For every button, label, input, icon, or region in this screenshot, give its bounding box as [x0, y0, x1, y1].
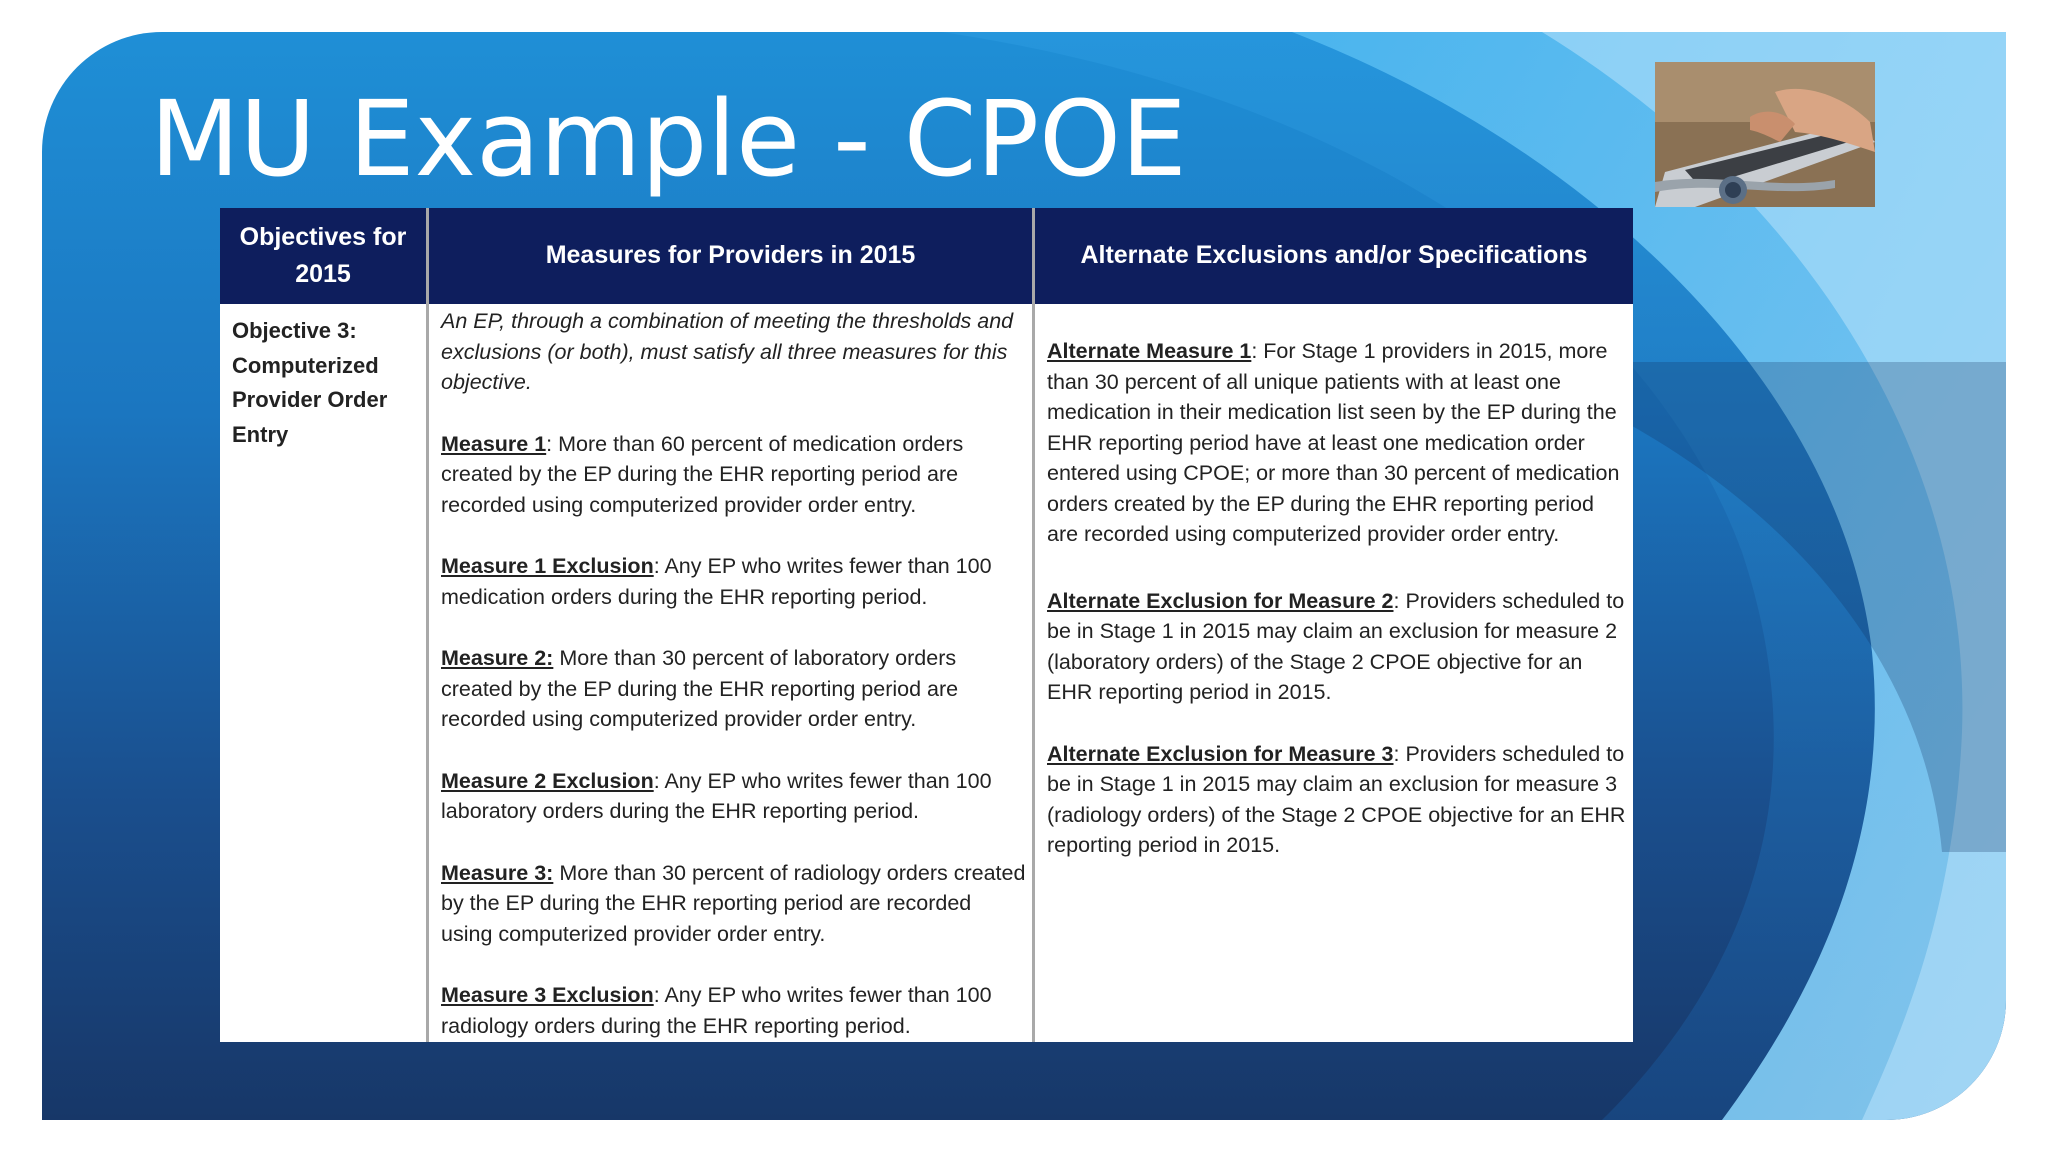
measures-cell — [429, 304, 1032, 1042]
measure-label: Measure 1 Exclusion — [441, 554, 654, 578]
measure-text: Any EP who writes fewer than 100 laboratory orders during the EHR reporting period. — [441, 768, 992, 823]
header-alternates: Alternate Exclusions and/or Specifications — [1080, 241, 1588, 270]
measure-text: More than 60 percent of medication orders created by the EP during the EHR reporting period are recorded using computerized provider order entry. — [441, 431, 964, 517]
measure-sep: : — [653, 768, 665, 793]
alternate-item — [1047, 336, 1629, 550]
measure-label: Measure 1 — [441, 431, 547, 456]
alternate-sep: : — [1251, 339, 1264, 363]
alternates-cell — [1035, 304, 1633, 1042]
alternate-item — [1047, 586, 1629, 708]
measure-item — [441, 643, 1026, 735]
cpoe-table — [220, 208, 1633, 1042]
measure-text: More than 30 percent of radiology orders created by the EP during the EHR reporting period are recorded using computerized provider order entry. — [441, 860, 1026, 946]
measures-intro: An EP, through a combination of meeting the thresholds and exclusions (or both), must satisfy all three measures for this objective. — [441, 309, 1014, 394]
measure-text: Any EP who writes fewer than 100 medication orders during the EHR reporting period. — [441, 554, 992, 609]
alternate-label: Alternate Measure 1 — [1047, 339, 1252, 363]
alternate-text: Providers scheduled to be in Stage 1 in 2015 may claim an exclusion for measure 3 (radiology orders) of the Stage 2 CPOE objective for an EHR reporting period in 2015. — [1047, 741, 1626, 857]
alternate-sep: : — [1393, 741, 1406, 766]
measure-item — [441, 766, 1026, 827]
table-header — [220, 208, 1633, 304]
measure-text: More than 30 percent of laboratory orders created by the EP during the EHR reporting period are recorded using computerized provider order entry. — [441, 646, 959, 731]
measure-label: Measure 2 Exclusion — [441, 768, 654, 793]
measure-sep: : — [546, 431, 559, 456]
measure-text: Any EP who writes fewer than 100 radiology orders during the EHR reporting period. — [441, 983, 992, 1038]
measure-item — [441, 429, 1026, 521]
alternate-text: For Stage 1 providers in 2015, more than 30 percent of all unique patients with at least one medication in their medication list seen by the EP during the EHR reporting period have at least one medication order entered using CPOE; or more than 30 percent of medication orders created by the EP during the EHR reporting period are recorded using computerized provider order entry. — [1047, 339, 1620, 546]
alternate-label: Alternate Exclusion for Measure 3 — [1047, 741, 1394, 766]
alternate-text: Providers scheduled to be in Stage 1 in 2015 may claim an exclusion for measure 2 (laboratory orders) of the Stage 2 CPOE objective for an EHR reporting period in 2015. — [1047, 588, 1625, 704]
measure-item — [441, 858, 1026, 950]
measure-label: Measure 2: — [441, 646, 554, 670]
measure-label: Measure 3: — [441, 860, 554, 885]
alternate-sep: : — [1393, 588, 1406, 613]
alternate-item — [1047, 739, 1629, 861]
measure-label: Measure 3 Exclusion — [441, 983, 654, 1007]
objective-cell: Objective 3: Computerized Provider Order Entry — [232, 318, 388, 447]
measure-item — [441, 980, 1026, 1041]
header-measures: Measures for Providers in 2015 — [545, 241, 916, 270]
laptop-typing-photo-icon — [1655, 62, 1875, 207]
header-objectives: Objectives for 2015 — [239, 222, 407, 288]
measure-sep: : — [653, 554, 665, 578]
slide-title: MU Example - CPOE — [150, 78, 1187, 200]
alternate-label: Alternate Exclusion for Measure 2 — [1047, 588, 1394, 613]
measure-item — [441, 551, 1026, 612]
measure-sep: : — [653, 983, 665, 1007]
